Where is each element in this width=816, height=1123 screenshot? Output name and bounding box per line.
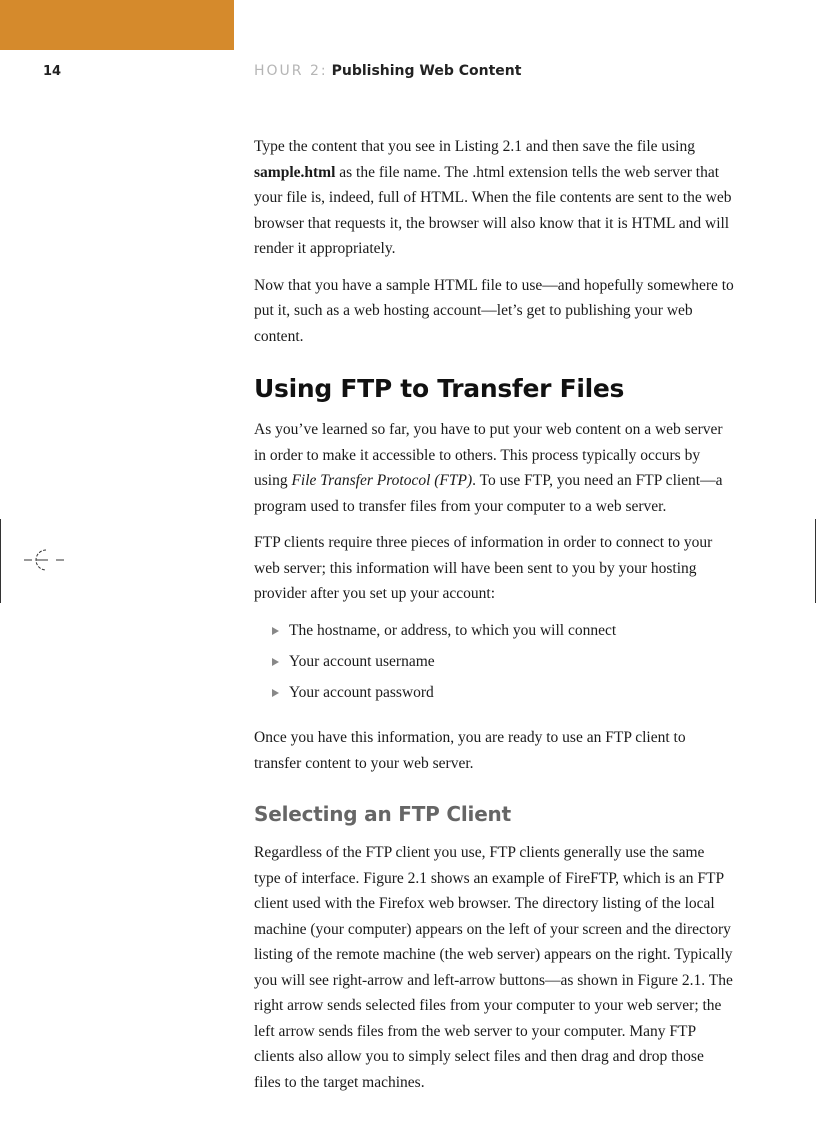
ftp-paragraph-3: Once you have this information, you are ready to use an FTP client to transfer content to your web server. [254, 729, 686, 772]
ftp-paragraph-1: As you’ve learned so far, you have to put your web content on a web server in order to make it accessible to others. This process typically occurs by using File Transfer Protocol (FTP). To use FTP, you need an FTP client—a program used to transfer files from your computer to a web server. [254, 421, 723, 515]
registration-mark-icon [24, 548, 66, 572]
corner-color-block [0, 0, 234, 50]
ftp-term-italic: File Transfer Protocol (FTP) [291, 472, 473, 489]
list-item: Your account password [272, 680, 734, 706]
list-item: The hostname, or address, to which you will connect [272, 618, 734, 644]
filename-bold: sample.html [254, 163, 336, 181]
client-paragraph-1: Regardless of the FTP client you use, FTP clients generally use the same type of interface. Figure 2.1 shows an example of FireFTP, which is an FTP client used with the Firefox web browser. The directory listing of the local machine (your computer) appears on the left of your screen and the directory listing of the remote machine (the web server) appears on the right. Typically you will see right-arrow and left-arrow buttons—as shown in Figure 2.1. The right arrow sends selected files from your computer to your web server; the left arrow sends files from the web server to your computer. Many FTP clients also allow you to simply select files and then drag and drop those files to the target machines. [254, 844, 733, 1091]
page-number: 14 [43, 64, 62, 79]
list-item: Your account username [272, 649, 734, 675]
intro-paragraph-1: Type the content that you see in Listing 2.1 and then save the file using sample.html as the file name. The .html extension tells the web server that your file is, indeed, full of HTML. When the file contents are sent to the web browser that requests it, the browser will also know that it is HTML and will render it appropriately. [254, 138, 732, 257]
body-content [254, 134, 734, 1106]
intro-paragraph-2: Now that you have a sample HTML file to use—and hopefully somewhere to put it, such as a web hosting account—let’s get to publishing your web content. [254, 276, 734, 345]
crop-mark-left [0, 519, 1, 603]
ftp-paragraph-2: FTP clients require three pieces of information in order to connect to your web server; this information will have been sent to you by your hosting provider after you set up your account: [254, 534, 713, 602]
running-head [254, 63, 521, 79]
bullet-arrow-icon [272, 689, 279, 697]
subsection-heading-client: Selecting an FTP Client [254, 802, 511, 826]
hour-label: HOUR 2 [254, 63, 321, 79]
ftp-requirements-list [254, 618, 734, 706]
section-heading-ftp: Using FTP to Transfer Files [254, 374, 625, 403]
bullet-arrow-icon [272, 627, 279, 635]
running-head-separator: : [320, 63, 326, 79]
chapter-title: Publishing Web Content [331, 63, 522, 79]
bullet-arrow-icon [272, 658, 279, 666]
